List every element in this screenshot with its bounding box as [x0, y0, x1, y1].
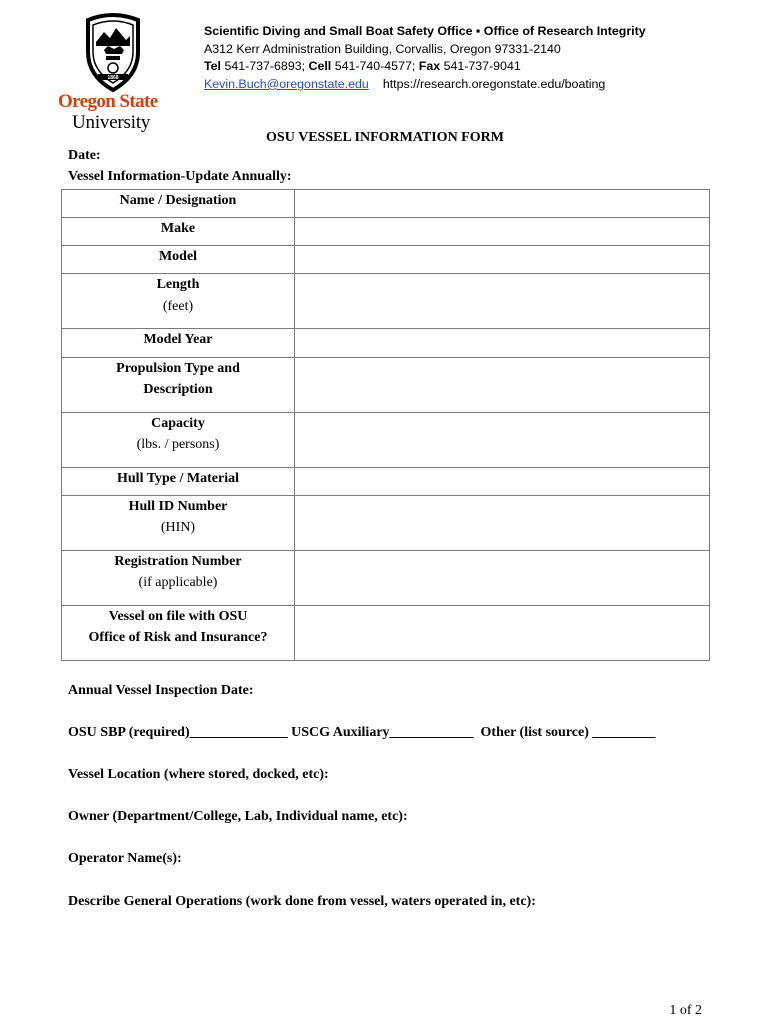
row-label: Capacity	[151, 415, 205, 431]
uscg-label: USCG Auxiliary	[291, 725, 390, 740]
row-value-field[interactable]	[295, 412, 710, 467]
table-row	[62, 274, 710, 329]
table-row	[62, 357, 710, 412]
table-row	[62, 246, 710, 274]
row-sublabel: (feet)	[162, 298, 194, 314]
row-value-field[interactable]	[295, 357, 710, 412]
row-value-field[interactable]	[295, 274, 710, 329]
table-row	[62, 412, 710, 467]
row-label-cell	[62, 274, 295, 329]
row-sublabel: (lbs. / persons)	[136, 436, 220, 452]
tel-number: 541-737-6893;	[224, 59, 306, 74]
operator-label: Operator Name(s):	[68, 851, 182, 866]
row-label-cell	[62, 357, 295, 412]
office-phones	[204, 58, 646, 76]
vessel-location-label: Vessel Location (where stored, docked, etc):	[68, 767, 329, 782]
seal-year: 1868	[107, 75, 119, 81]
table-row	[62, 190, 710, 218]
inspection-date-label: Annual Vessel Inspection Date:	[68, 683, 254, 698]
uscg-blank[interactable]: ____________	[389, 725, 474, 740]
table-row	[62, 550, 710, 605]
form-title: OSU VESSEL INFORMATION FORM	[266, 130, 504, 145]
website-url: https://research.oregonstate.edu/boating	[382, 76, 606, 91]
date-label: Date:	[68, 148, 101, 163]
osu-logo	[52, 12, 178, 134]
fax-label: Fax	[418, 59, 441, 74]
row-label-cell	[62, 190, 295, 218]
row-label-cell	[62, 329, 295, 357]
osu-seal-icon	[82, 12, 144, 92]
row-value-field[interactable]	[295, 190, 710, 218]
certification-line	[68, 725, 655, 741]
row-sublabel: (HIN)	[160, 520, 196, 536]
row-label: Vessel on file with OSU	[108, 608, 248, 624]
sbp-blank[interactable]: ______________	[189, 725, 288, 740]
owner-label: Owner (Department/College, Lab, Individual name, etc):	[68, 809, 408, 824]
row-label-cell	[62, 218, 295, 246]
row-label: Make	[160, 221, 196, 237]
row-label: Hull Type / Material	[117, 470, 239, 486]
sbp-label: OSU SBP (required)	[68, 725, 190, 740]
row-label-cell	[62, 246, 295, 274]
row-label-cell	[62, 605, 295, 660]
tel-label: Tel	[204, 59, 221, 74]
row-value-field[interactable]	[295, 495, 710, 550]
row-label: Model Year	[143, 332, 213, 348]
cell-label: Cell	[308, 59, 332, 74]
row-label: Name / Designation	[119, 193, 237, 208]
email-link[interactable]: Kevin.Buch@oregonstate.edu	[204, 76, 369, 91]
table-row	[62, 467, 710, 495]
cell-number: 541-740-4577;	[334, 59, 416, 74]
table-row	[62, 329, 710, 357]
row-label: Propulsion Type and	[116, 360, 240, 376]
row-value-field[interactable]	[295, 329, 710, 357]
office-header	[204, 23, 646, 93]
osu-logo-line1: Oregon State	[58, 91, 158, 112]
row-value-field[interactable]	[295, 605, 710, 660]
fax-number: 541-737-9041	[443, 59, 521, 74]
section-label: Vessel Information-Update Annually:	[68, 169, 292, 184]
row-value-field[interactable]	[295, 467, 710, 495]
other-source-blank[interactable]: _________	[592, 725, 656, 740]
office-address: A312 Kerr Administration Building, Corvallis, Oregon 97331-2140	[204, 41, 561, 56]
table-row	[62, 605, 710, 660]
other-source-label: Other (list source)	[480, 725, 589, 740]
row-value-field[interactable]	[295, 246, 710, 274]
row-label-cell	[62, 467, 295, 495]
row-sublabel: Office of Risk and Insurance?	[88, 630, 268, 646]
row-value-field[interactable]	[295, 550, 710, 605]
row-label: Model	[158, 249, 198, 265]
vessel-info-table	[61, 189, 710, 661]
row-sublabel: (if applicable)	[138, 575, 218, 591]
row-value-field[interactable]	[295, 218, 710, 246]
page-number: 1 of 2	[669, 1003, 702, 1018]
row-label-cell	[62, 550, 295, 605]
office-contact	[204, 76, 646, 94]
row-label: Hull ID Number	[128, 498, 228, 514]
row-label: Length	[156, 277, 200, 293]
row-label-cell	[62, 412, 295, 467]
row-label-cell	[62, 495, 295, 550]
row-sublabel: Description	[143, 381, 213, 397]
table-row	[62, 495, 710, 550]
osu-logo-line2: University	[72, 112, 151, 133]
office-title: Scientific Diving and Small Boat Safety Office ▪ Office of Research Integrity	[204, 24, 646, 38]
table-row	[62, 218, 710, 246]
general-operations-label: Describe General Operations (work done from vessel, waters operated in, etc):	[68, 894, 536, 909]
row-label: Registration Number	[114, 553, 242, 569]
